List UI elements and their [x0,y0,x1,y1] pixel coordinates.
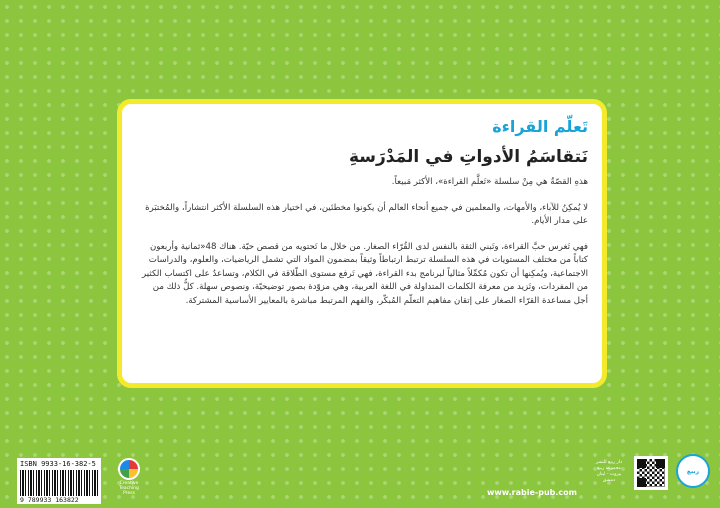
paragraph-description: فهي تَغرس حبَّ القراءة، وتَبني الثقة بالنفس لدى القُرّاء الصغار. من خلال ما تَحتويه من قصص حيّة. هناك 48«ثمانية وأربعون كتاباً من مختلف المستويات في هذه السلسلة ترتبط ارتباطاً وثيقاً بمضمون المواد التي تشمل الرياضيات، والعلوم، والدراسات الاجتماعية، ويُمكِنها أن تكون مُكمِّلاً مثالياً لبرنامج بدء القراءة، فهي تَرفع مستوى الطّلاقة في الكلام، وتساعدُ على اكتساب الكثير من المفردات، وتَزيد من معرفة الكلمات المتداولة في اللغة العربية، وهي مزوّدة بصور توضيحيّة، ونصوص سهلة. كلُّ ذلك من أجل مساعدة القرّاء الصغار على إتقان مفاهيم التعلّم المُبكّر، والفهم المرتبط مباشرة بالمعايير الأساسية المشتركة. [142,241,588,306]
paragraph-intro: هذهِ القصّةُ هي مِنْ سلسلة «تَعلَّم القراءة»، الأكثر مَبيعاً. [391,177,588,187]
creative-teaching-logo-icon [118,458,140,480]
book-title: نَتقاسَمُ الأدواتِ في المَدْرَسةِ [348,147,588,167]
publisher-info-line: دار ربيع للنشر [595,460,623,465]
publisher-info-line: بيروت - لبنان [596,472,622,477]
creative-teaching-logo [114,458,144,498]
publisher-website[interactable]: www.rabie-pub.com [486,488,578,497]
publisher-info-line: دمشق [602,478,616,483]
paragraph-parents: لا يُمكِنُ للآباء، والأمهات، والمعلمين في جميع أنحاء العالم أن يكونوا مخطئين، في اختيار هذه السلسلة الأكثر انتشاراً، والمُختبَرة على مدار الأيام. [145,202,588,226]
publisher-info [586,460,632,484]
qr-code-pattern [637,459,665,487]
isbn-text: ISBN 9933-16-382-5 [20,460,96,468]
barcode-bars [20,470,98,496]
isbn-barcode [17,458,101,504]
series-title: تَعلّم القراءة [492,117,588,136]
barcode-number: 9 789933 163822 [20,496,79,504]
rabie-logo-text: ربيع [686,467,700,475]
qr-code[interactable] [634,456,668,490]
creative-teaching-logo-text: Creative Teaching Press [119,481,139,496]
publisher-info-line: مجموعة ربيع [597,466,621,471]
rabie-publisher-logo [676,454,710,488]
back-cover-panel [117,99,607,388]
